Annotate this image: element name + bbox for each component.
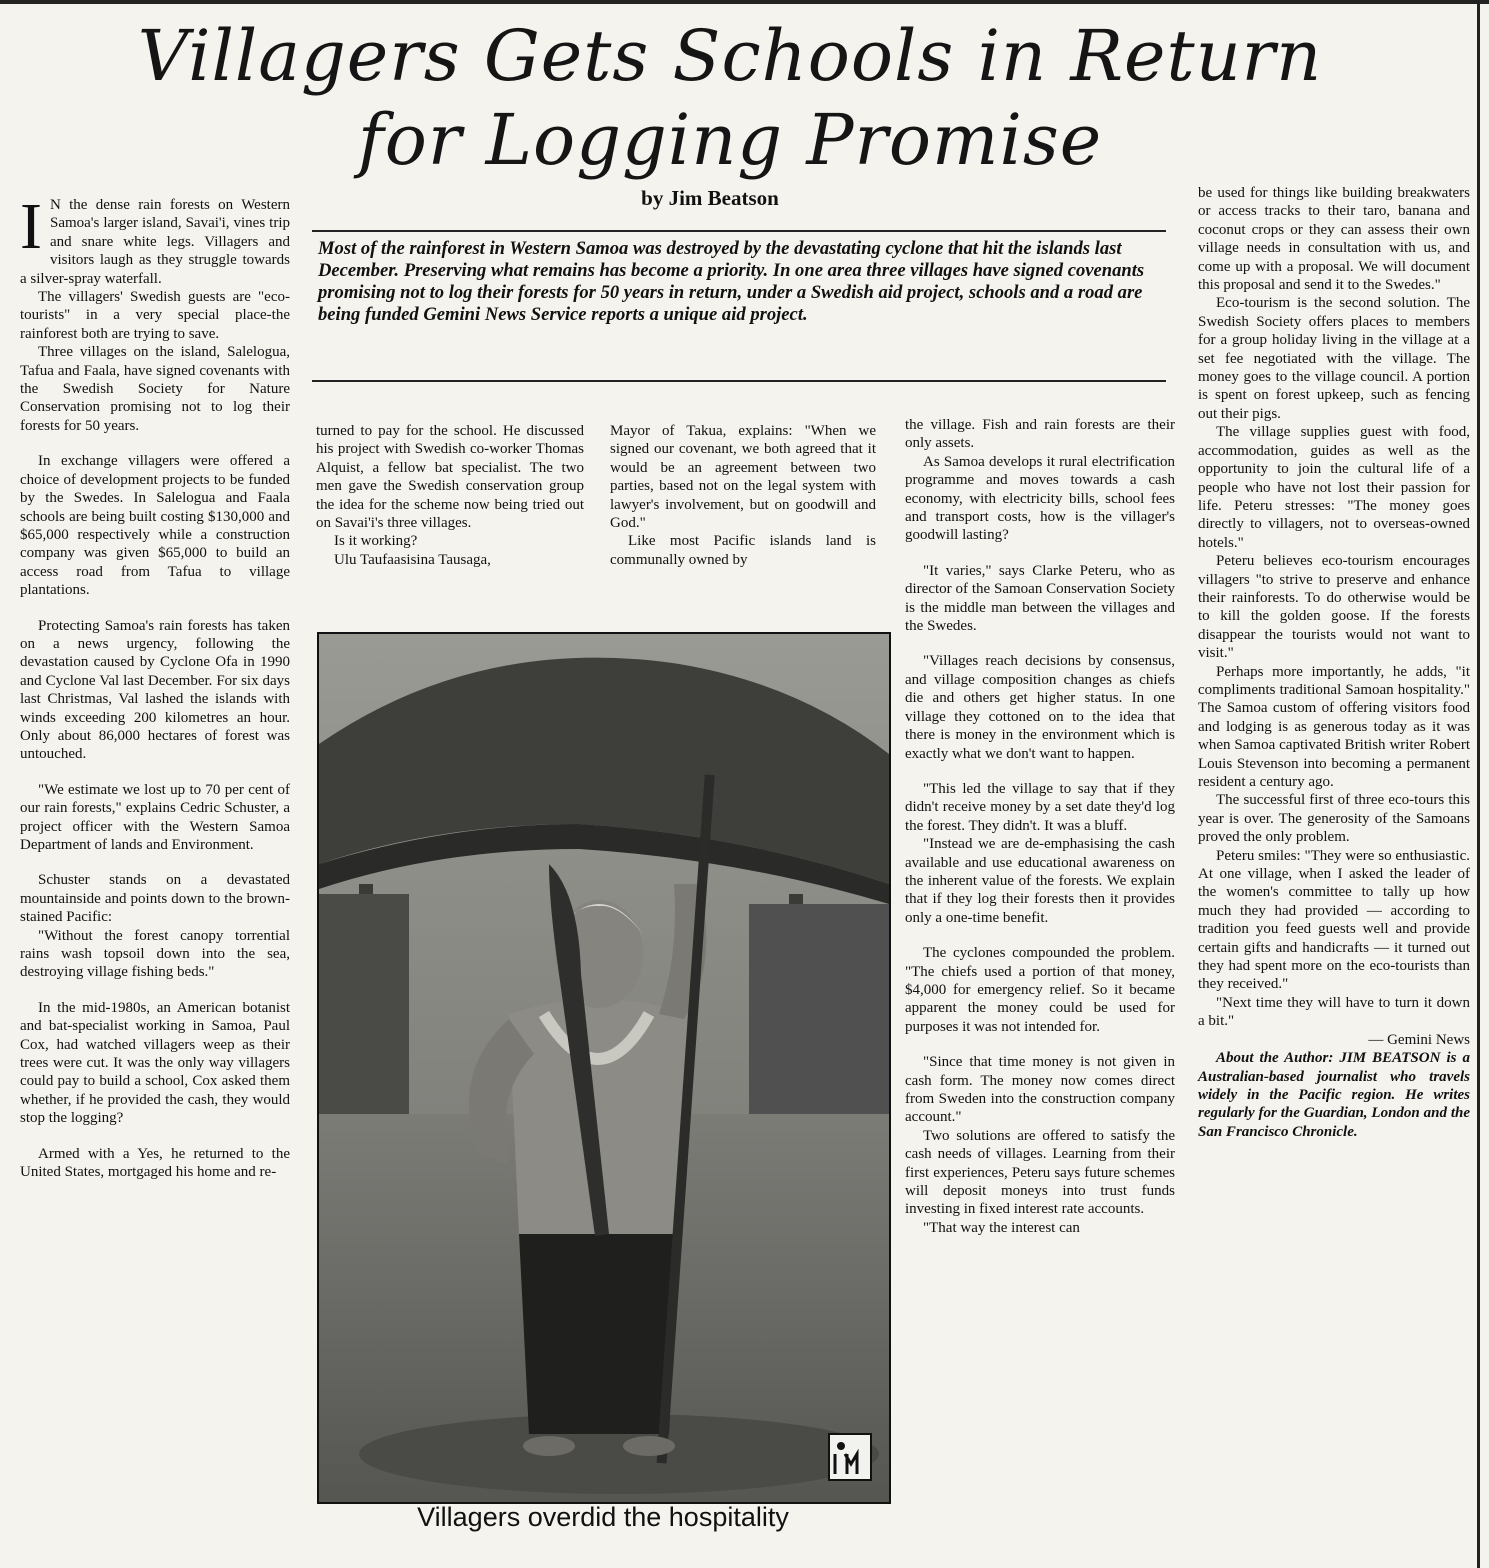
- paragraph: Eco-tourism is the second solution. The Swedish Society offers places to members for a group holiday living in the village at a set fee negotiated with the village. The money goes to the village council. A portion is spent on forest upkeep, such as fencing out their pigs.: [1198, 295, 1470, 422]
- author-note: About the Author: JIM BEATSON is a Australian-based journalist who travels widely in the Pacific region. He writes regularly for the Guardian, London and the San Francisco Chronicle.: [1198, 1050, 1470, 1140]
- column-4: [905, 416, 1175, 1237]
- paragraph: "Villages reach decisions by consensus, and village composition changes as chiefs die and others get higher status. In one village they cottoned on to the idea that there is money in the environment which is exactly what we don't want to happen.: [905, 653, 1175, 762]
- photo-illustration: [319, 634, 889, 1502]
- paragraph: Is it working?: [334, 533, 418, 550]
- column-2: [316, 422, 584, 569]
- paragraph: Mayor of Takua, explains: "When we signed our covenant, we both agreed that it would be an agreement between two parties, based not on the legal system with lawyer's involvement, but on goodwill and God.": [610, 423, 876, 532]
- paragraph: In the mid-1980s, an American botanist and bat-specialist working in Samoa, Paul Cox, had watched villagers weep as their trees were cut. It was the only way villagers could pay to build a school, Cox asked them whether, if he provided the cash, they would stop the logging?: [20, 999, 290, 1127]
- paragraph: Like most Pacific islands land is communally owned by: [610, 533, 876, 568]
- paragraph: Perhaps more importantly, he adds, "it compliments traditional Samoan hospitality." The Samoa custom of offering visitors food and lodging is as generous today as it was when Samoa captivated British writer Robert Louis Stevenson into becoming a permanent resident a century ago.: [1198, 663, 1470, 790]
- paragraph: Three villages on the island, Salelogua, Tafua and Faala, have signed covenants with the Swedish Society for Nature Conservation promising not to log their forests for 50 years.: [20, 344, 290, 434]
- paragraph: The successful first of three eco-tours this year is over. The generosity of the Samoans proved the only problem.: [1198, 792, 1470, 846]
- paragraph: "Since that time money is not given in cash form. The money now comes direct from Sweden into the construction company account.": [905, 1054, 1175, 1126]
- paragraph: Protecting Samoa's rain forests has taken on a news urgency, following the devastation caused by Cyclone Ofa in 1990 and Cyclone Val last December. For six days last Christmas, Val lashed the islands with winds exceeding 200 kilometres an hour. Only about 86,000 hectares of forest was untouched.: [20, 617, 290, 763]
- signoff: — Gemini News: [1368, 1031, 1470, 1048]
- headline-line-2: for Logging Promise: [357, 99, 1103, 181]
- column-5: [1198, 184, 1470, 1141]
- byline: by Jim Beatson: [641, 186, 779, 210]
- paragraph: "We estimate we lost up to 70 per cent of our rain forests," explains Cedric Schuster, a project officer with the Western Samoa Department of lands and Environment.: [20, 781, 290, 853]
- top-border-rule: [0, 0, 1489, 4]
- paragraph: Schuster stands on a devastated mountainside and points down to the brown-stained Pacific:: [20, 872, 290, 926]
- lead-text: N the dense rain forests on Western Samoa's larger island, Savai'i, vines trip and snare white legs. Villagers and visitors laugh as they struggle towards a silver-spray waterfall.: [20, 197, 290, 287]
- paragraph: The cyclones compounded the problem. "The chiefs used a portion of that money, $4,000 for emergency relief. So it became apparent the money could be used for purposes it was not intended for.: [905, 945, 1175, 1035]
- paragraph: The villagers' Swedish guests are "eco-tourists" in a very special place-the rainforest both are trying to save.: [20, 289, 290, 342]
- paragraph: turned to pay for the school. He discussed his project with Swedish co-worker Thomas Alquist, a fellow bat specialist. The two men gave the Swedish conservation group the idea for the scheme now being tried out on Savai'i's three villages.: [316, 423, 584, 532]
- deck-summary: Most of the rainforest in Western Samoa was destroyed by the devastating cyclone that hit the islands last December. Preserving what remains has become a priority. In one area three villages have signed covenants promising not to log their forests for 50 years in return, under a Swedish aid project, schools and a road are being funded Gemini News Service reports a unique aid project.: [318, 238, 1145, 325]
- photo: [317, 632, 891, 1504]
- headline-line-1: Villagers Gets Schools in Return: [137, 15, 1323, 97]
- paragraph: "That way the interest can: [923, 1219, 1080, 1236]
- photo-caption: Villagers overdid the hospitality: [417, 1502, 789, 1532]
- column-1: [20, 190, 290, 1182]
- lead-paragraph: [20, 190, 290, 288]
- paragraph: "It varies," says Clarke Peteru, who as director of the Samoan Conservation Society is the middle man between the villages and the Swedes.: [905, 562, 1175, 635]
- paragraph: As Samoa develops it rural electrification programme and moves towards a cash economy, with electricity bills, school fees and transport costs, how is the villager's goodwill lasting?: [905, 453, 1175, 544]
- paragraph: "Next time they will have to turn it down a bit.": [1198, 994, 1470, 1030]
- paragraph: The village supplies guest with food, accommodation, guides as well as the opportunity to join the cultural life of a people who have not lost their passion for life. Peteru stresses: "The money goes directly to villagers, not to overseas-owned hotels.": [1198, 424, 1470, 551]
- right-border-rule: [1477, 0, 1480, 1568]
- column-3: [610, 422, 876, 569]
- paragraph: "Instead we are de-emphasising the cash available and use educational awareness on the inherent value of the forests. We explain that if they log their forests then it provides only a one-time benefit.: [905, 836, 1175, 926]
- paragraph: Peteru believes eco-tourism encourages villagers "to strive to preserve and enhance their rainforests. To do otherwise would be to kill the golden goose. If the forests disappear the tourists would not want to visit.": [1198, 553, 1470, 662]
- deck-rule-top: [312, 230, 1166, 232]
- paragraph: be used for things like building breakwaters or access tracks to their taro, banana and coconut crops or they can assess their own village needs in consultation with us, and come up with a proposal. We will document this proposal and send it to the Swedes.": [1198, 185, 1470, 294]
- paragraph: Ulu Taufaasisina Tausaga,: [334, 551, 491, 568]
- paragraph: "This led the village to say that if they didn't receive money by a set date they'd log the forest. They didn't. It was a bluff.: [905, 780, 1175, 834]
- headline: [60, 14, 1400, 182]
- paragraph: Peteru smiles: "They were so enthusiastic. At one village, when I asked the leader of the women's committee to tally up how much they had provided — according to tradition you feed guests well and provide certain gifts and handicrafts — it turned out they had spent more on the eco-tourists than they received.": [1198, 847, 1470, 993]
- deck-rule-bottom: [312, 380, 1166, 382]
- paragraph: Armed with a Yes, he returned to the United States, mortgaged his home and re-: [20, 1145, 290, 1181]
- paragraph: Two solutions are offered to satisfy the cash needs of villages. Learning from their first experiences, Peteru says future schemes will deposit moneys into trust funds investing in fixed interest rate accounts.: [905, 1127, 1175, 1218]
- paragraph: "Without the forest canopy torrential rains wash topsoil down into the sea, destroying village fishing beds.": [20, 927, 290, 981]
- paragraph: the village. Fish and rain forests are their only assets.: [905, 417, 1175, 452]
- paragraph: In exchange villagers were offered a choice of development projects to be funded by the Swedes. In Salelogua and Faala schools are being built costing $130,000 and $65,000 respectively while a construction company was given $65,000 to build an access road from Tafua to village plantations.: [20, 453, 290, 599]
- drop-cap: I: [20, 190, 42, 263]
